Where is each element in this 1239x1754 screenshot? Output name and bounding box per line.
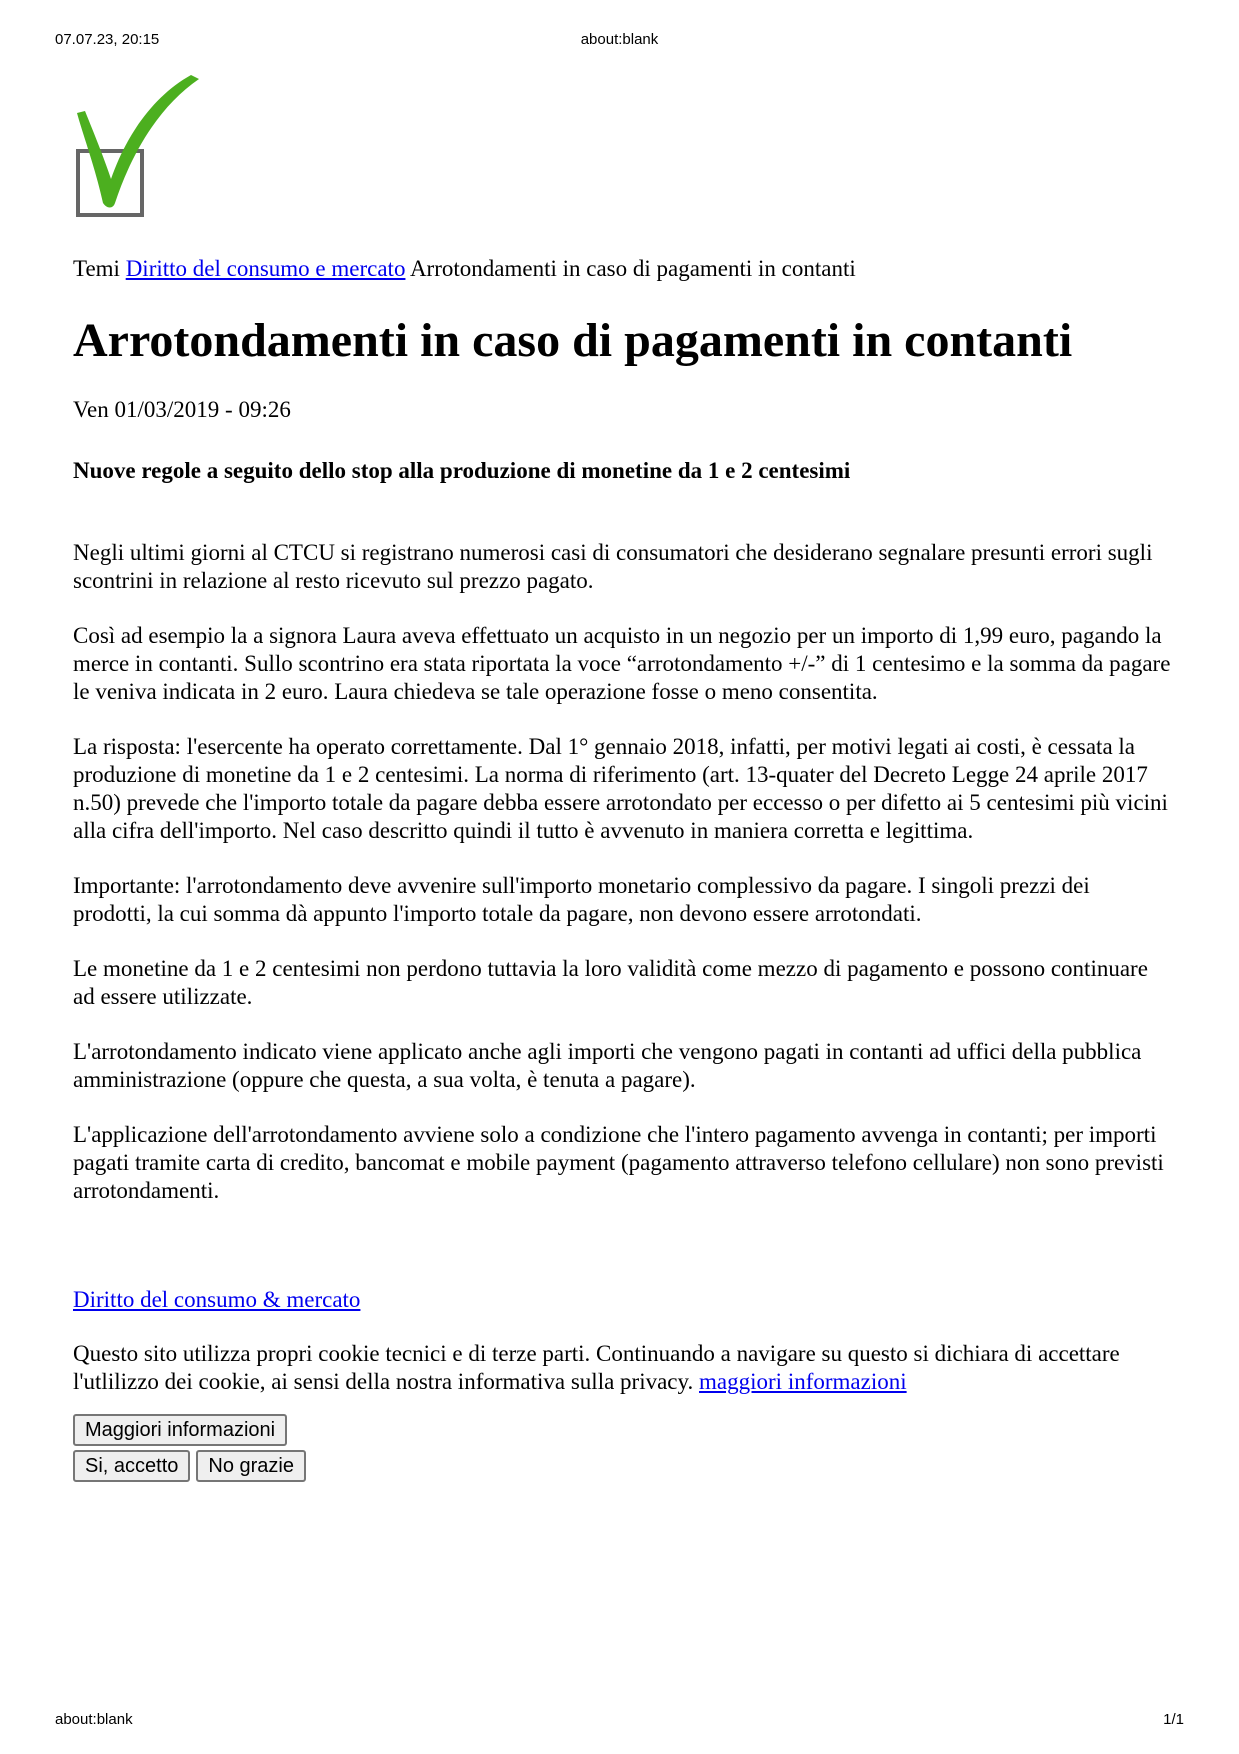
green-checkmark-in-box-icon	[73, 75, 213, 245]
article-body	[73, 539, 1173, 1205]
article-paragraph: L'arrotondamento indicato viene applicato anche agli importi che vengono pagati in contanti ad uffici della pubblica amministrazione (oppure che questa, a sua volta, è tenuta a pagare).	[73, 1039, 1142, 1092]
accept-button[interactable]: Si, accetto	[73, 1450, 190, 1482]
breadcrumb-current: Arrotondamenti in caso di pagamenti in contanti	[409, 256, 856, 281]
print-url: about:blank	[580, 31, 659, 48]
article-subtitle: Nuove regole a seguito dello stop alla produzione di monetine da 1 e 2 centesimi	[73, 458, 851, 483]
print-footer-url: about:blank	[55, 1711, 133, 1728]
cookie-buttons	[73, 1414, 1173, 1482]
article-date: Ven 01/03/2019 - 09:26	[73, 397, 291, 422]
breadcrumb-link-diritto-consumo[interactable]: Diritto del consumo e mercato	[125, 256, 406, 281]
print-page-number: 1/1	[1163, 1711, 1184, 1728]
print-datetime: 07.07.23, 20:15	[55, 31, 160, 48]
page-content	[73, 75, 1173, 1486]
page-title: Arrotondamenti in caso di pagamenti in contanti	[73, 314, 1073, 367]
article-paragraph: Le monetine da 1 e 2 centesimi non perdono tuttavia la loro validità come mezzo di pagamento e possono continuare ad essere utilizzate.	[73, 956, 1148, 1009]
article-paragraph: Negli ultimi giorni al CTCU si registrano numerosi casi di consumatori che desiderano segnalare presunti errori sugli scontrini in relazione al resto ricevuto sul prezzo pagato.	[73, 540, 1153, 593]
article-paragraph: Importante: l'arrotondamento deve avvenire sull'importo monetario complessivo da pagare. I singoli prezzi dei prodotti, la cui somma dà appunto l'importo totale da pagare, non devono essere arrotondati.	[73, 873, 1090, 926]
article-paragraph: Così ad esempio la a signora Laura aveva effettuato un acquisto in un negozio per un importo di 1,99 euro, pagando la merce in contanti. Sullo scontrino era stata riportata la voce “arrotondamento +/-” di 1 centesimo e la somma da pagare le veniva indicata in 2 euro. Laura chiedeva se tale operazione fosse o meno consentita.	[73, 623, 1171, 704]
article-paragraph: L'applicazione dell'arrotondamento avviene solo a condizione che l'intero pagamento avvenga in contanti; per importi pagati tramite carta di credito, bancomat e mobile payment (pagamento attraverso telefono cellulare) non sono previsti arrotondamenti.	[73, 1122, 1164, 1203]
breadcrumb-root: Temi	[73, 256, 120, 281]
print-footer	[55, 1711, 1184, 1731]
article-paragraph: La risposta: l'esercente ha operato correttamente. Dal 1° gennaio 2018, infatti, per motivi legati ai costi, è cessata la produzione di monetine da 1 e 2 centesimi. La norma di riferimento (art. 13-quater del Decreto Legge 24 aprile 2017 n.50) prevede che l'importo totale da pagare debba essere arrotondato per eccesso o per difetto ai 5 centesimi più vicini alla cifra dell'importo. Nel caso descritto quindi il tutto è avvenuto in maniera corretta e legittima.	[73, 734, 1168, 843]
more-info-button[interactable]: Maggiori informazioni	[73, 1414, 287, 1446]
cookie-notice	[73, 1340, 1173, 1396]
print-header	[55, 31, 1184, 51]
cookie-notice-text: Questo sito utilizza propri cookie tecnici e di terze parti. Continuando a navigare su questo si dichiara di accettare l'utlilizzo dei cookie, ai sensi della nostra informativa sulla privacy.	[73, 1341, 1120, 1394]
decline-button[interactable]: No grazie	[196, 1450, 306, 1482]
breadcrumb	[73, 255, 1173, 283]
footer-category-link[interactable]: Diritto del consumo & mercato	[73, 1287, 361, 1312]
cookie-more-info-link[interactable]: maggiori informazioni	[699, 1369, 907, 1394]
